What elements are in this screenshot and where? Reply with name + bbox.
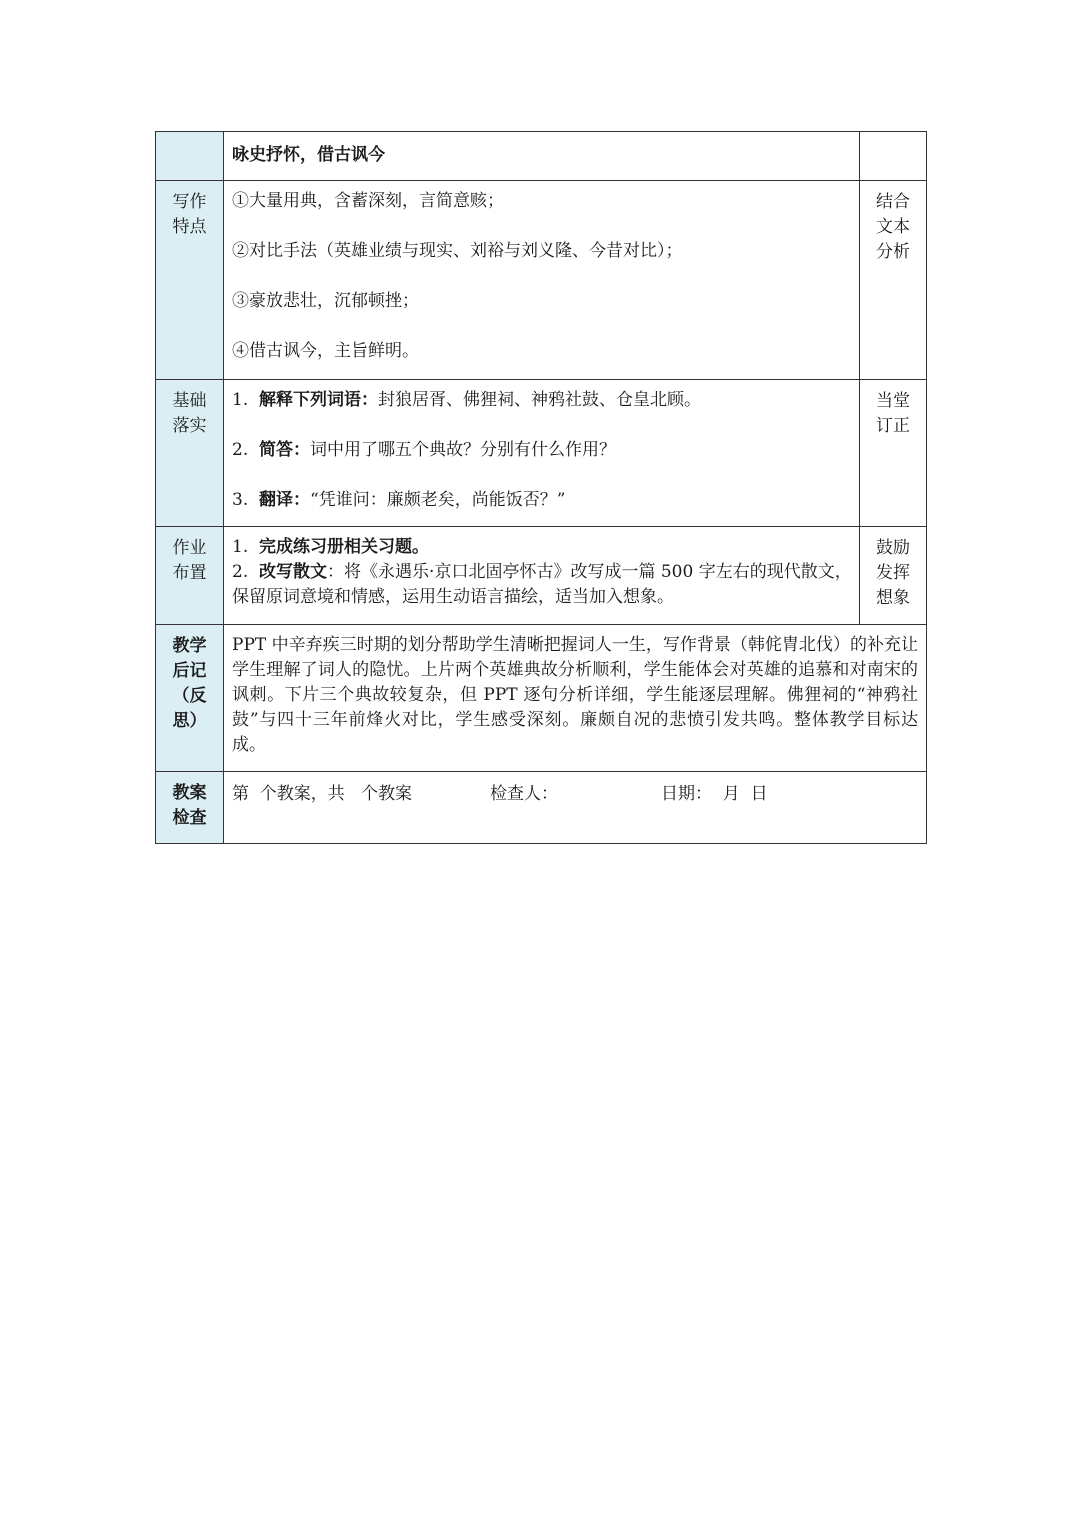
homework-row xyxy=(156,527,927,625)
basics-content xyxy=(224,380,860,527)
homework-item-1: 1. 完成练习册相关习题。 xyxy=(232,537,430,557)
reflection-label: 教学后记（反思） xyxy=(156,625,224,772)
writing-feature-3: ③豪放悲壮，沉郁顿挫； xyxy=(232,291,419,311)
check-content xyxy=(224,772,927,844)
basics-item-3: 3. 翻译：“凭谁问：廉颇老矣，尚能饭否？” xyxy=(232,490,566,510)
check-row xyxy=(156,772,927,844)
writing-features-label: 写作特点 xyxy=(156,181,224,380)
homework-note: 鼓励发挥想象 xyxy=(860,527,927,625)
writing-features-content xyxy=(224,181,860,380)
reflection-row xyxy=(156,625,927,772)
writing-features-row xyxy=(156,181,927,380)
lesson-count-text: 第 个教案，共 个教案 xyxy=(232,784,413,804)
theme-note-cell xyxy=(860,132,927,181)
homework-item-2: 2. 改写散文：将《永遇乐·京口北固亭怀古》改写成一篇 500 字左右的现代散文，保留原词意境和情感，运用生动语言描绘，适当加入想象。 xyxy=(232,562,852,607)
theme-row xyxy=(156,132,927,181)
date-text: 日期： 月 日 xyxy=(661,784,768,804)
writing-feature-1: ①大量用典，含蓄深刻，言简意赅； xyxy=(232,191,504,211)
theme-content: 咏史抒怀，借古讽今 xyxy=(224,132,860,181)
homework-label: 作业布置 xyxy=(156,527,224,625)
reflection-text: PPT 中辛弃疾三时期的划分帮助学生清晰把握词人一生，写作背景（韩侂胄北伐）的补充让学生理解了词人的隐忧。上片两个英雄典故分析顺利，学生能体会对英雄的追慕和对南宋的讽刺。下片三个典故较复杂，但 PPT 逐句分析详细，学生能逐层理解。佛狸祠的“神鸦社鼓”与四十三年前烽火对比，学生感受深刻。廉颇自况的悲愤引发共鸣。整体教学目标达成。 xyxy=(224,625,927,772)
lesson-plan-table xyxy=(155,131,927,844)
writing-feature-2: ②对比手法（英雄业绩与现实、刘裕与刘义隆、今昔对比）； xyxy=(232,241,683,261)
check-label: 教案检查 xyxy=(156,772,224,844)
basics-item-1: 1. 解释下列词语：封狼居胥、佛狸祠、神鸦社鼓、仓皇北顾。 xyxy=(232,390,702,410)
basics-item-2: 2. 简答：词中用了哪五个典故？分别有什么作用？ xyxy=(232,440,617,460)
homework-content xyxy=(224,527,860,625)
writing-features-note: 结合文本分析 xyxy=(860,181,927,380)
theme-label-cell xyxy=(156,132,224,181)
basics-note: 当堂订正 xyxy=(860,380,927,527)
writing-feature-4: ④借古讽今，主旨鲜明。 xyxy=(232,341,419,361)
basics-row xyxy=(156,380,927,527)
basics-label: 基础落实 xyxy=(156,380,224,527)
checker-text: 检查人： xyxy=(490,784,558,804)
